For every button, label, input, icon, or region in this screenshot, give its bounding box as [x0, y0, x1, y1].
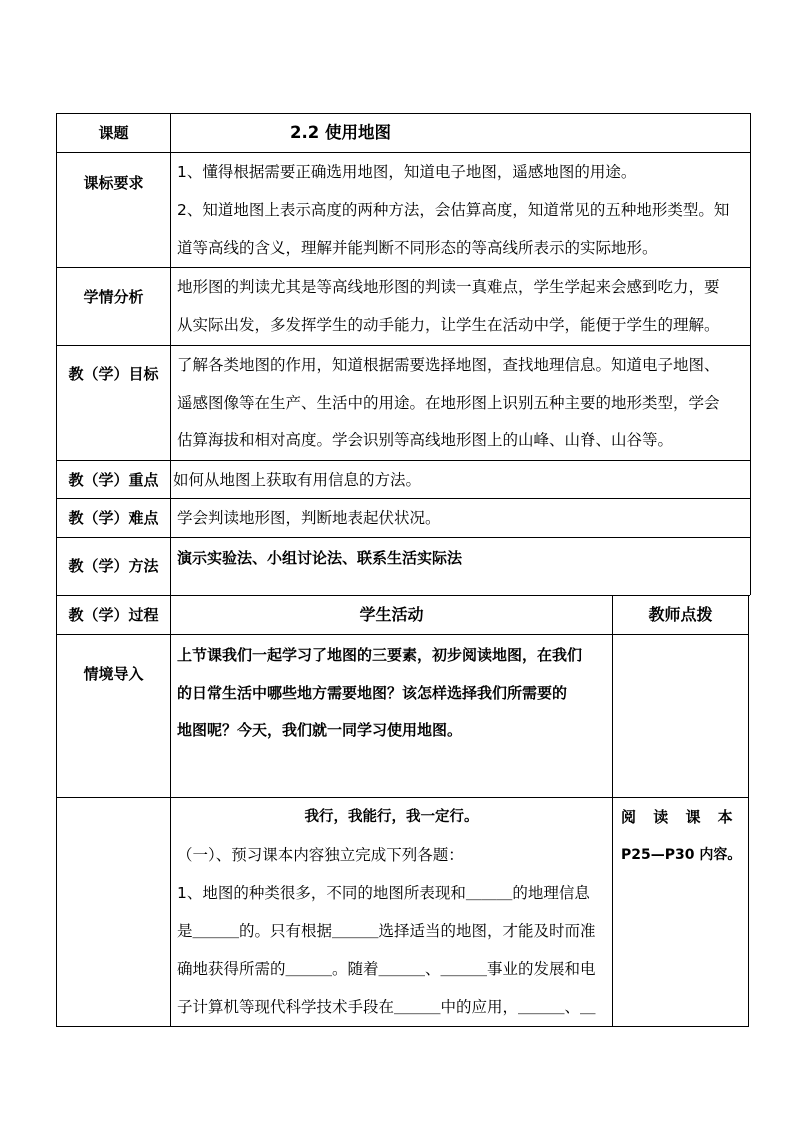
rule-bottom	[56, 1026, 748, 1027]
self-study-line: 子计算机等现代科学技术手段在＿＿＿中的应用，＿＿＿、＿	[177, 998, 596, 1016]
rule	[56, 345, 750, 346]
teacher-note-line: 阅 读 课 本	[621, 808, 739, 826]
difficulties-text: 学会判读地形图，判断地表起伏状况。	[177, 509, 441, 527]
analysis-line: 从实际出发，多发挥学生的动手能力，让学生在活动中学，能便于学生的理解。	[177, 316, 720, 334]
self-study-line: 是＿＿＿的。只有根据＿＿＿选择适当的地图，才能及时而准	[177, 922, 596, 940]
rule	[56, 152, 750, 153]
standards-line: 道等高线的含义，理解并能判断不同形态的等高线所表示的实际地形。	[177, 239, 658, 257]
rule	[56, 595, 750, 596]
difficulties-label: 教（学）难点	[68, 509, 159, 527]
teacher-guidance-header: 教师点拨	[648, 605, 713, 624]
rule-teacher-col	[612, 595, 613, 1027]
teacher-note-line: P25—P30 内容。	[621, 847, 742, 863]
intro-line: 地图呢？今天，我们就一同学习使用地图。	[177, 721, 463, 739]
rule	[56, 267, 750, 268]
goals-line: 估算海拔和相对高度。学会识别等高线地形图上的山峰、山脊、山谷等。	[177, 431, 674, 449]
standards-line: 2、知道地图上表示高度的两种方法，会估算高度，知道常见的五种地形类型。知	[177, 201, 730, 219]
goals-line: 了解各类地图的作用，知道根据需要选择地图，查找地理信息。知道电子地图、	[177, 356, 720, 374]
rule-right-lower	[748, 595, 749, 1027]
rule	[56, 797, 748, 798]
rule-top	[56, 113, 750, 114]
student-activity-header: 学生活动	[359, 605, 424, 624]
analysis-line: 地形图的判读尤其是等高线地形图的判读一真难点，学生学起来会感到吃力，要	[177, 278, 720, 296]
methods-text: 演示实验法、小组讨论法、联系生活实际法	[177, 549, 463, 567]
standards-label: 课标要求	[83, 174, 144, 192]
standards-line: 1、懂得根据需要正确选用地图，知道电子地图，遥感地图的用途。	[177, 163, 637, 181]
process-label: 教（学）过程	[68, 606, 159, 624]
rule	[56, 498, 750, 499]
intro-label: 情境导入	[83, 665, 144, 683]
key-points-text: 如何从地图上获取有用信息的方法。	[173, 471, 422, 489]
goals-line: 遥感图像等在生产、生活中的用途。在地形图上识别五种主要的地形类型，学会	[177, 394, 720, 412]
rule	[56, 634, 748, 635]
key-points-label: 教（学）重点	[68, 471, 159, 489]
title-label: 课题	[98, 124, 129, 142]
rule	[56, 537, 750, 538]
rule	[56, 460, 750, 461]
self-study-line: （一）、预习课本内容独立完成下列各题：	[177, 846, 464, 864]
intro-line: 的日常生活中哪些地方需要地图？该怎样选择我们所需要的	[177, 684, 568, 702]
rule-right	[750, 113, 751, 595]
analysis-label: 学情分析	[83, 288, 144, 306]
intro-line: 上节课我们一起学习了地图的三要素，初步阅读地图，在我们	[177, 646, 583, 664]
goals-label: 教（学）目标	[68, 365, 159, 383]
self-study-line: 1、地图的种类很多，不同的地图所表现和＿＿＿的地理信息	[177, 884, 590, 902]
lesson-title: 2.2 使用地图	[290, 123, 391, 142]
self-study-heading: 我行，我能行，我一定行。	[304, 809, 479, 825]
self-study-line: 确地获得所需的＿＿＿。随着＿＿＿、＿＿＿事业的发展和电	[177, 960, 596, 978]
methods-label: 教（学）方法	[68, 557, 159, 575]
rule-label-col	[170, 113, 171, 1027]
